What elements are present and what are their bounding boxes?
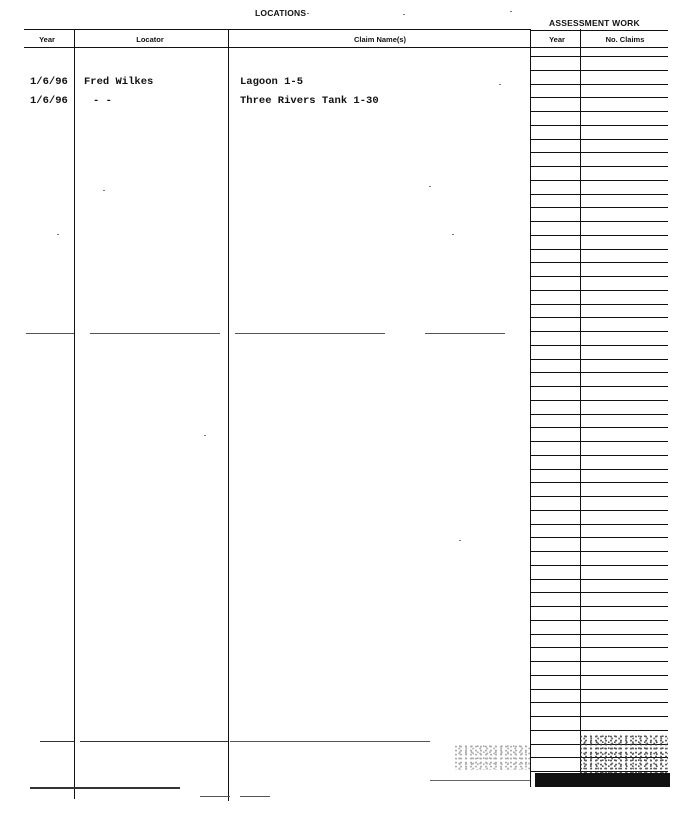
assessment-row-rule	[530, 427, 668, 428]
assessment-row-rule	[530, 70, 668, 71]
assessment-row-rule	[530, 455, 668, 456]
scan-dash-line	[30, 787, 180, 789]
entry-locator: Fred Wilkes	[84, 76, 154, 88]
scan-speck	[429, 186, 431, 187]
assessment-row-rule	[530, 579, 668, 580]
assessment-row-rule	[530, 304, 668, 305]
claims-assessment-divider	[530, 29, 531, 787]
assessment-row-rule	[530, 345, 668, 346]
scan-speck	[403, 14, 405, 15]
assessment-row-rule	[530, 194, 668, 195]
assessment-row-rule	[530, 441, 668, 442]
scan-dash-line	[90, 333, 220, 334]
scan-dark-bar	[535, 773, 670, 787]
assessment-row-rule	[530, 139, 668, 140]
assessment-row-rule	[530, 592, 668, 593]
scan-noise-patch	[455, 745, 530, 770]
no-claims-column-header: No. Claims	[605, 35, 645, 44]
assessment-row-rule	[530, 647, 668, 648]
assessment-row-rule	[530, 414, 668, 415]
scan-speck	[204, 435, 206, 436]
scan-speck	[103, 190, 105, 191]
scan-dash-line	[235, 333, 385, 334]
assessment-row-rule	[530, 675, 668, 676]
scan-dash-line	[40, 741, 74, 742]
header-bottom-rule	[24, 47, 668, 48]
assessment-row-rule	[530, 249, 668, 250]
scan-speck	[307, 13, 309, 14]
scan-dash-line	[200, 796, 230, 797]
assessment-row-rule	[530, 661, 668, 662]
assessment-row-rule	[530, 469, 668, 470]
assessment-row-rule	[530, 400, 668, 401]
assessment-row-rule	[530, 482, 668, 483]
assessment-row-rule	[530, 634, 668, 635]
scan-dash-line	[26, 333, 74, 334]
assessment-row-rule	[530, 221, 668, 222]
assessment-row-rule	[530, 331, 668, 332]
assessment-row-rule	[530, 620, 668, 621]
assessment-row-rule	[530, 125, 668, 126]
scan-speck	[57, 234, 59, 235]
scan-speck	[452, 234, 454, 235]
assessment-row-rule	[530, 290, 668, 291]
entry-date: 1/6/96	[30, 76, 68, 88]
assessment-row-rule	[530, 180, 668, 181]
entry-claim-name: Three Rivers Tank 1-30	[240, 95, 379, 107]
assessment-row-rule	[530, 606, 668, 607]
scan-dash-line	[230, 741, 430, 742]
assessment-row-rule	[530, 56, 668, 57]
entry-claim-name: Lagoon 1-5	[240, 76, 304, 88]
scan-dash-line	[425, 333, 505, 334]
header-top-rule	[24, 29, 530, 30]
assessment-row-rule	[530, 166, 668, 167]
locations-header: LOCATIONS	[255, 8, 307, 18]
assessment-row-rule	[530, 716, 668, 717]
scan-dash-line	[80, 741, 228, 742]
claim-names-column-header: Claim Name(s)	[353, 35, 407, 44]
year-locator-divider	[74, 29, 75, 799]
assessment-row-rule	[530, 84, 668, 85]
assessment-top-rule	[530, 30, 668, 31]
assessment-row-rule	[530, 551, 668, 552]
scan-noise-patch	[580, 735, 668, 773]
assessment-row-rule	[530, 386, 668, 387]
locator-column-header: Locator	[136, 35, 164, 44]
assessment-row-rule	[530, 537, 668, 538]
scan-dash-line	[430, 780, 530, 781]
assessment-row-rule	[530, 97, 668, 98]
assessment-row-rule	[530, 276, 668, 277]
entry-date: 1/6/96	[30, 95, 68, 107]
entry-locator-ditto: - -	[93, 95, 112, 107]
assessment-row-rule	[530, 565, 668, 566]
assessment-row-rule	[530, 235, 668, 236]
locator-claims-divider	[228, 29, 229, 801]
scan-speck	[459, 540, 461, 541]
assessment-row-rule	[530, 510, 668, 511]
assessment-row-rule	[530, 372, 668, 373]
assessment-row-rule	[530, 359, 668, 360]
scan-speck	[499, 84, 501, 85]
assessment-row-rule	[530, 317, 668, 318]
assessment-row-rule	[530, 524, 668, 525]
assessment-row-rule	[530, 152, 668, 153]
assessment-work-header: ASSESSMENT WORK	[549, 18, 640, 28]
assessment-row-rule	[530, 262, 668, 263]
assessment-row-rule	[530, 496, 668, 497]
scan-dash-line	[240, 796, 270, 797]
scan-speck	[510, 11, 512, 12]
year-column-header: Year	[39, 35, 55, 44]
assessment-row-rule	[530, 730, 668, 731]
assessment-row-rule	[530, 111, 668, 112]
assessment-row-rule	[530, 689, 668, 690]
assessment-year-divider	[580, 29, 581, 787]
assessment-row-rule	[530, 207, 668, 208]
assessment-row-rule	[530, 702, 668, 703]
assessment-year-column-header: Year	[549, 35, 565, 44]
